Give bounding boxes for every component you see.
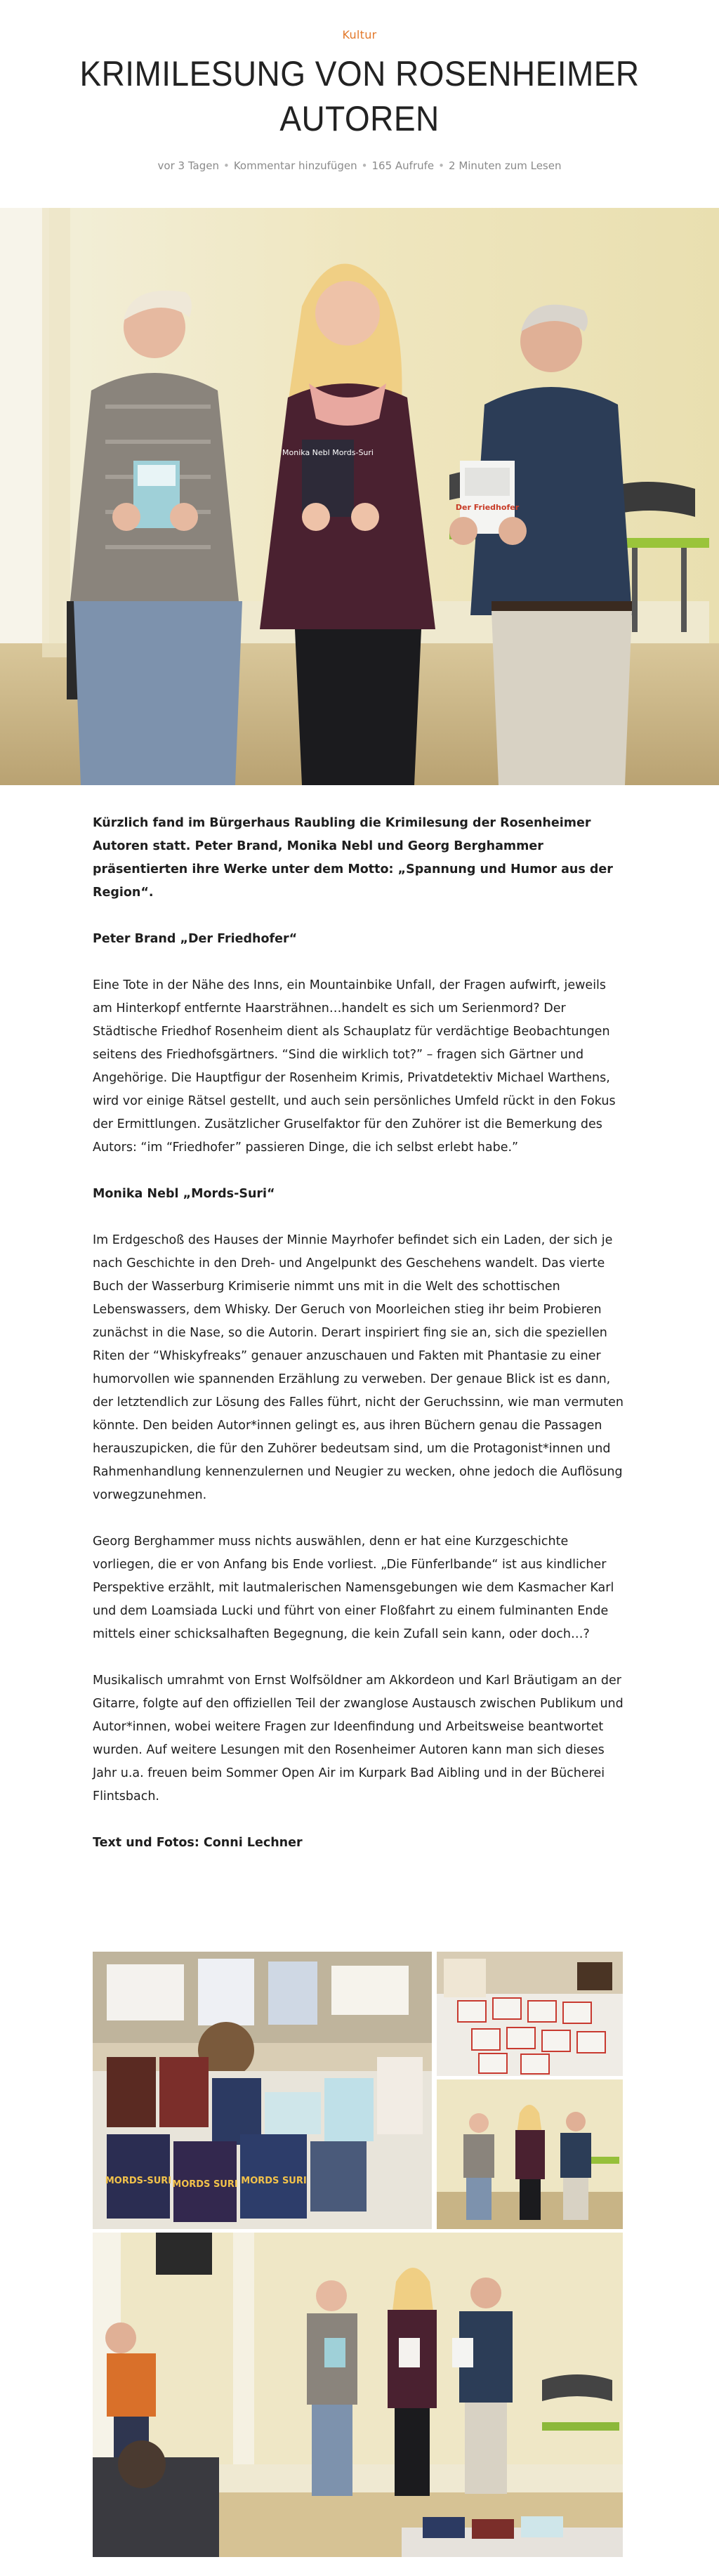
gallery-image-flyers[interactable]: [437, 1952, 623, 2076]
post-meta: [0, 159, 719, 172]
hero-photo: [0, 208, 719, 785]
hero-book-right-title: Der Friedhofer: [455, 503, 520, 512]
section-heading-peter-brand: Peter Brand „Der Friedhofer“: [93, 932, 298, 946]
hero-book-middle-title: Monika Nebl Mords-Suri: [282, 448, 374, 457]
view-count: 165 Aufrufe: [371, 159, 435, 172]
hero-photo-illustration: [0, 208, 719, 785]
article-paragraph: Musikalisch umrahmt von Ernst Wolfsöldner am Akkordeon und Karl Bräutigam an der Gitarre, folgte auf den offiziellen Teil der zwanglose Austausch zwischen Publikum und Autor*innen, wobei weitere Fragen zur Ideenfindung und Arbeitsweise beantwortet wurden. Auf weitere Lesungen mit den Rosenheimer Autoren kann man sich dieses Jahr u.a. freuen beim Sommer Open Air im Kurpark Bad Aibling und in der Bücherei Flintsbach.: [93, 1674, 624, 1803]
article-lead: Kürzlich fand im Bürgerhaus Raubling die Krimilesung der Rosenheimer Autoren statt. Peter Brand, Monika Nebl und Georg Berghammer präsentierten ihre Werke unter dem Motto: „Spannung und Humor aus der Region“.: [93, 816, 613, 900]
post-date: vor 3 Tagen: [157, 159, 219, 172]
gallery-image-event[interactable]: [93, 2233, 623, 2557]
gallery-image-event-illustration: [93, 2233, 623, 2557]
photo-gallery: [93, 1952, 623, 2557]
article-paragraph: Im Erdgeschoß des Hauses der Minnie Mayrhofer befindet sich ein Laden, der sich je nach Geschichte in den Dreh- und Angelpunkt des Geschehens wandelt. Das vierte Buch der Wasserburg Krimiserie nimmt uns mit in die Welt des schottischen Lebenswassers, dem Whisky. Der Geruch von Moorleichen stieg ihr beim Probieren zunächst in die Nase, so die Autorin. Derart inspiriert fing sie an, sich die speziellen Riten der “Whiskyfreaks” genauer anzuschauen und Fakten mit Phantasie zu einer humorvollen wie spannenden Erzählung zu verweben. Der genaue Blick ist es dann, der letztendlich zur Lösung des Falles führt, nicht der Geruchssinn, wie man vermuten könnte. Den beiden Autor*innen gelingt es, aus ihren Büchern genau die Passagen herauszupicken, die für den Zuhörer bedeutsam sind, um die Protagonist*innen und Rahmenhandlung kennenzulernen und Neugier zu wecken, ohne jedoch die Auflösung vorwegzunehmen.: [93, 1233, 624, 1502]
gallery-image-authors-small-illustration: [437, 2079, 623, 2229]
category-link[interactable]: Kultur: [342, 28, 377, 41]
meta-separator: •: [361, 159, 368, 172]
article-paragraph: Georg Berghammer muss nichts auswählen, denn er hat eine Kurzgeschichte vorliegen, die er von Anfang bis Ende vorliest. „Die Fünferlbande“ ist aus kindlicher Perspektive erzählt, mit lautmalerischen Namensgebungen wie dem Kasmacher Karl und dem Loamsiada Lucki und führt von einer Floßfahrt zu einem fulminanten Ende mittels einer schicksalhaften Begegnung, die kein Zufall sein kann, oder doch…?: [93, 1535, 614, 1641]
meta-separator: •: [223, 159, 230, 172]
reading-time: 2 Minuten zum Lesen: [449, 159, 562, 172]
gallery-book-title: MORDS SURI: [241, 2176, 307, 2186]
comment-link[interactable]: Kommentar hinzufügen: [233, 159, 357, 172]
article-header: [0, 0, 719, 172]
gallery-book-title: MORDS-SURI: [105, 2176, 172, 2186]
gallery-book-title: MORDS SURI: [172, 2179, 238, 2190]
meta-separator: •: [438, 159, 445, 172]
gallery-image-books[interactable]: [93, 1952, 432, 2229]
article-paragraph: Eine Tote in der Nähe des Inns, ein Mountainbike Unfall, der Fragen aufwirft, jeweils am Hinterkopf entfernte Haarsträhnen…handelt es sich um Serienmord? Der Städtische Friedhof Rosenheim dient als Schauplatz für verdächtige Beobachtungen seitens des Friedhofsgärtners. “Sind die wirklich tot?” – fragen sich Gärtner und Angehörige. Die Hauptfigur der Rosenheim Krimis, Privatdetektiv Michael Warthens, wird vor einige Rätsel gestellt, und auch sein persönliches Umfeld rückt in den Fokus der Ermittlungen. Zusätzlicher Gruselfaktor für den Zuhörer ist die Bemerkung des Autors: “im “Friedhofer” passieren Dinge, die ich selbst erlebt habe.”: [93, 978, 616, 1155]
gallery-image-books-illustration: [93, 1952, 432, 2229]
article-body: [93, 812, 626, 1878]
section-heading-monika-nebl: Monika Nebl „Mords-Suri“: [93, 1187, 275, 1201]
gallery-image-authors-small[interactable]: [437, 2079, 623, 2229]
photo-credits: Text und Fotos: Conni Lechner: [93, 1836, 303, 1850]
page-title: KRIMILESUNG VON ROSENHEIMER AUTOREN: [79, 54, 640, 138]
gallery-image-flyers-illustration: [437, 1952, 623, 2076]
